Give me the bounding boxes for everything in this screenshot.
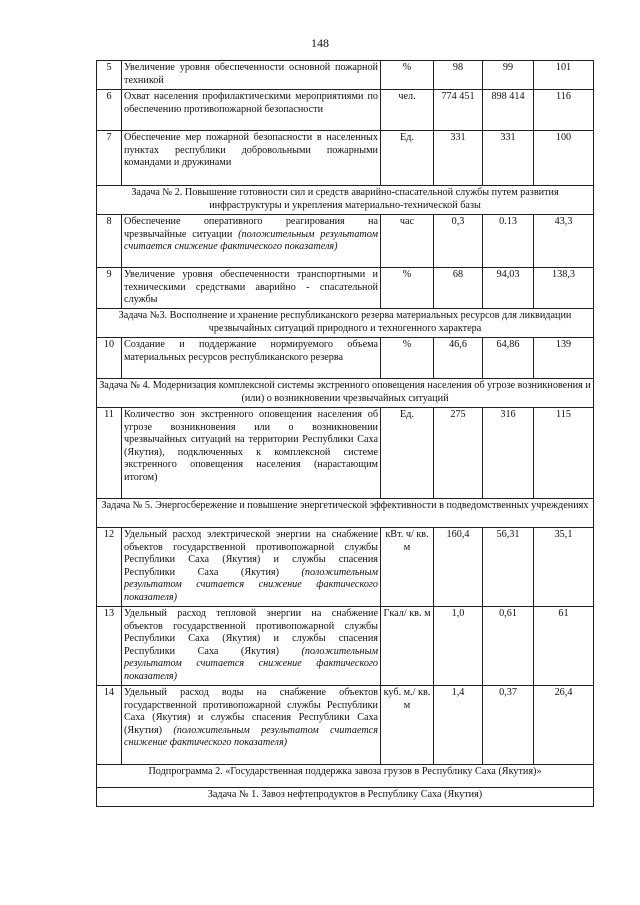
unit-cell: чел. bbox=[381, 90, 434, 131]
indicator-name: Обеспечение мер пожарной безопасности в населенных пунктах республики добровольными пожарными командами и дружинами bbox=[122, 131, 381, 186]
value-cell: 160,4 bbox=[434, 528, 483, 607]
indicators-table bbox=[96, 60, 594, 807]
value-cell: 64,86 bbox=[483, 338, 534, 379]
value-cell: 0,3 bbox=[434, 215, 483, 268]
indicator-text: Удельный расход тепловой энергии на снабжение объектов государственной противопожарной службы Республики Саха (Якутия) и службы спасения Республики Саха (Якутия) bbox=[124, 608, 378, 657]
table-row bbox=[97, 215, 594, 268]
indicator-name: Количество зон экстренного оповещения населения об угрозе возникновения или о возникновении чрезвычайных ситуаций на территории Республики Саха (Якутия), подключенных к комплексной системе экстренного оповещения населения (нарастающим итогом) bbox=[122, 408, 381, 499]
unit-cell: % bbox=[381, 338, 434, 379]
value-cell: 1,4 bbox=[434, 686, 483, 765]
task-heading: Задача № 4. Модернизация комплексной системы экстренного оповещения населения об угрозе возникновения и (или) о возникновении чрезвычайных ситуаций bbox=[97, 379, 594, 408]
indicator-note: (положительным результатом считается снижение фактического показателя) bbox=[124, 566, 378, 603]
subprogram-heading: Подпрограмма 2. «Государственная поддержка завоза грузов в Республику Саха (Якутия)» bbox=[97, 765, 594, 788]
row-number: 6 bbox=[97, 90, 122, 131]
value-cell: 0,37 bbox=[483, 686, 534, 765]
value-cell: 100 bbox=[534, 131, 594, 186]
value-cell: 1,0 bbox=[434, 607, 483, 686]
task-header-row bbox=[97, 379, 594, 408]
table-row bbox=[97, 90, 594, 131]
indicator-name bbox=[122, 528, 381, 607]
row-number: 11 bbox=[97, 408, 122, 499]
task-header-row bbox=[97, 186, 594, 215]
table-row bbox=[97, 338, 594, 379]
value-cell: 139 bbox=[534, 338, 594, 379]
row-number: 12 bbox=[97, 528, 122, 607]
row-number: 5 bbox=[97, 61, 122, 90]
indicator-name: Создание и поддержание нормируемого объема материальных ресурсов республиканского резерва bbox=[122, 338, 381, 379]
value-cell: 43,3 bbox=[534, 215, 594, 268]
indicator-name bbox=[122, 215, 381, 268]
table-row bbox=[97, 686, 594, 765]
table-row bbox=[97, 61, 594, 90]
unit-cell: % bbox=[381, 268, 434, 309]
table-row bbox=[97, 131, 594, 186]
value-cell: 138,3 bbox=[534, 268, 594, 309]
row-number: 14 bbox=[97, 686, 122, 765]
value-cell: 61 bbox=[534, 607, 594, 686]
unit-cell: кВт. ч/ кв. м bbox=[381, 528, 434, 607]
unit-cell: куб. м./ кв. м bbox=[381, 686, 434, 765]
indicator-name: Охват населения профилактическими мероприятиями по обеспечению противопожарной безопасности bbox=[122, 90, 381, 131]
task-heading: Задача №3. Восполнение и хранение республиканского резерва материальных ресурсов для ликвидации чрезвычайных ситуаций природного и техногенного характера bbox=[97, 309, 594, 338]
row-number: 7 bbox=[97, 131, 122, 186]
row-number: 9 bbox=[97, 268, 122, 309]
task-header-row bbox=[97, 499, 594, 528]
value-cell: 99 bbox=[483, 61, 534, 90]
indicator-name bbox=[122, 607, 381, 686]
unit-cell: % bbox=[381, 61, 434, 90]
value-cell: 115 bbox=[534, 408, 594, 499]
table-row bbox=[97, 528, 594, 607]
unit-cell: Ед. bbox=[381, 408, 434, 499]
indicator-text: Удельный расход воды на снабжение объектов государственной противопожарной службы Республики Саха (Якутия) и службы спасения Республики Саха (Якутия) bbox=[124, 687, 378, 736]
value-cell: 56,31 bbox=[483, 528, 534, 607]
table-row bbox=[97, 408, 594, 499]
value-cell: 68 bbox=[434, 268, 483, 309]
unit-cell: Гкал/ кв. м bbox=[381, 607, 434, 686]
value-cell: 26,4 bbox=[534, 686, 594, 765]
indicator-name bbox=[122, 686, 381, 765]
row-number: 8 bbox=[97, 215, 122, 268]
table-row bbox=[97, 607, 594, 686]
unit-cell: час bbox=[381, 215, 434, 268]
task-heading: Задача № 2. Повышение готовности сил и средств аварийно-спасательной службы путем развития инфраструктуры и укрепления материально-технической базы bbox=[97, 186, 594, 215]
table-row bbox=[97, 268, 594, 309]
indicator-name: Увеличение уровня обеспеченности транспортными и техническими средствами аварийно - спасательной службы bbox=[122, 268, 381, 309]
value-cell: 0,61 bbox=[483, 607, 534, 686]
subprogram-header-row bbox=[97, 765, 594, 788]
row-number: 10 bbox=[97, 338, 122, 379]
value-cell: 35,1 bbox=[534, 528, 594, 607]
page-number: 148 bbox=[311, 36, 329, 50]
indicator-text: Удельный расход электрической энергии на снабжение объектов государственной противопожарной службы Республики Саха (Якутия) и службы спасения Республики Саха (Якутия) bbox=[124, 529, 378, 578]
value-cell: 101 bbox=[534, 61, 594, 90]
value-cell: 98 bbox=[434, 61, 483, 90]
value-cell: 316 bbox=[483, 408, 534, 499]
task-header-row bbox=[97, 788, 594, 807]
indicator-name: Увеличение уровня обеспеченности основной пожарной техникой bbox=[122, 61, 381, 90]
value-cell: 898 414 bbox=[483, 90, 534, 131]
value-cell: 275 bbox=[434, 408, 483, 499]
task-heading: Задача № 5. Энергосбережение и повышение энергетической эффективности в подведомственных учреждениях bbox=[97, 499, 594, 528]
indicator-note: (положительным результатом считается снижение фактического показателя) bbox=[124, 724, 378, 749]
indicator-note: (положительным результатом считается снижение фактического показателя) bbox=[124, 228, 378, 253]
value-cell: 94,03 bbox=[483, 268, 534, 309]
indicator-text: Обеспечение оперативного реагирования на чрезвычайные ситуации bbox=[124, 216, 378, 240]
value-cell: 116 bbox=[534, 90, 594, 131]
value-cell: 0.13 bbox=[483, 215, 534, 268]
value-cell: 331 bbox=[483, 131, 534, 186]
task-heading: Задача № 1. Завоз нефтепродуктов в Республику Саха (Якутия) bbox=[97, 788, 594, 807]
row-number: 13 bbox=[97, 607, 122, 686]
unit-cell: Ед. bbox=[381, 131, 434, 186]
indicator-note: (положительным результатом считается снижение фактического показателя) bbox=[124, 645, 378, 682]
value-cell: 331 bbox=[434, 131, 483, 186]
task-header-row bbox=[97, 309, 594, 338]
value-cell: 774 451 bbox=[434, 90, 483, 131]
value-cell: 46,6 bbox=[434, 338, 483, 379]
